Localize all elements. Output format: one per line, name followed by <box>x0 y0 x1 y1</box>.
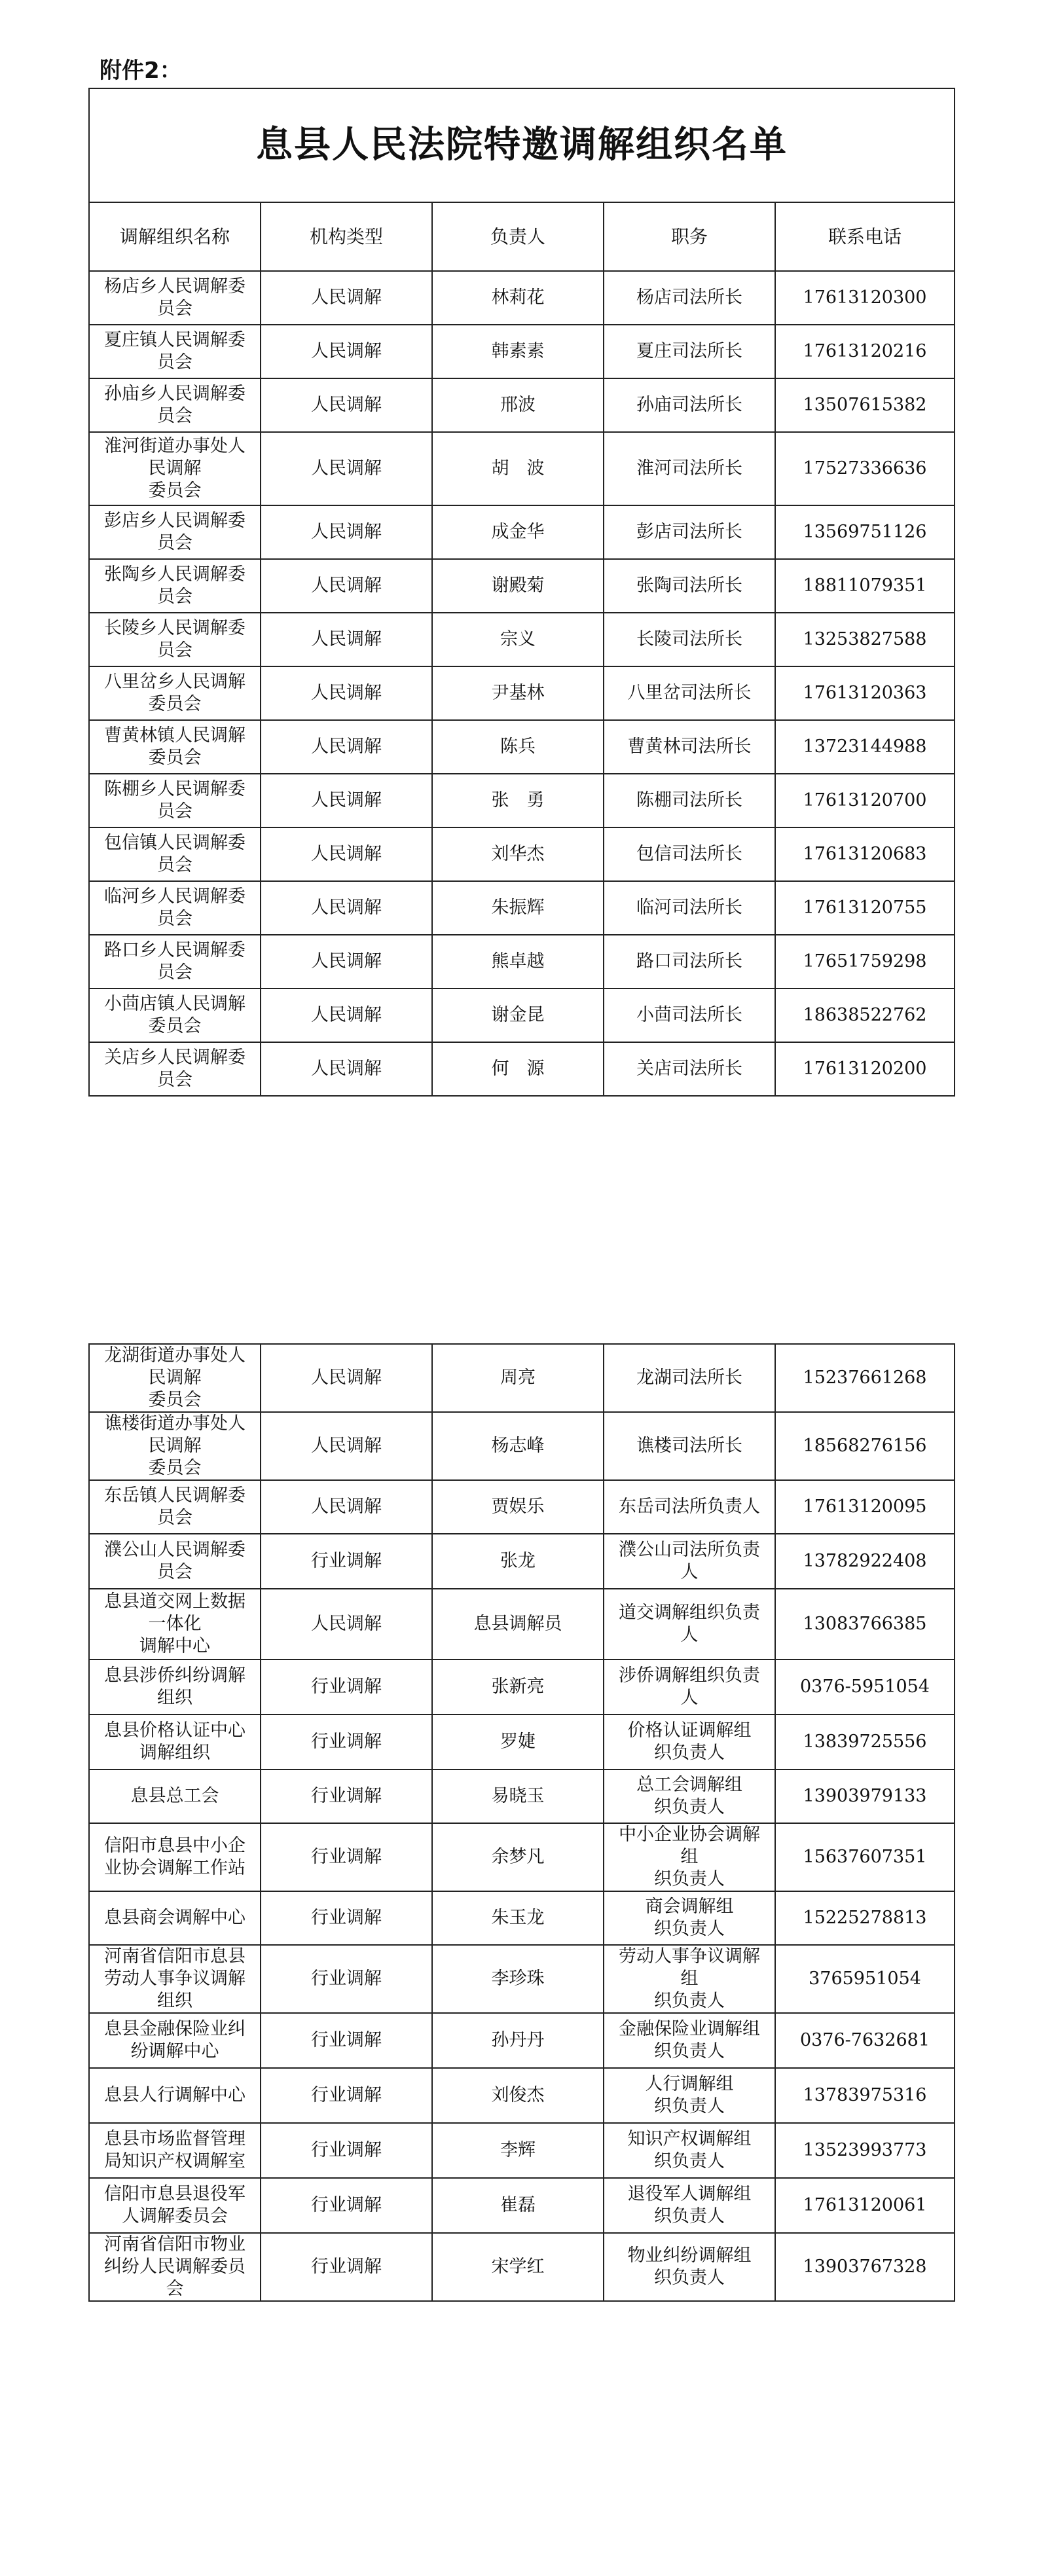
phone-cell: 17613120095 <box>775 1480 955 1534</box>
org-name-cell: 龙湖街道办事处人 民调解 委员会 <box>89 1344 261 1412</box>
position-cell: 东岳司法所负责人 <box>604 1480 775 1534</box>
org-type-cell: 行业调解 <box>261 1891 432 1945</box>
person-cell: 孙丹丹 <box>432 2013 604 2068</box>
phone-cell: 17613120755 <box>775 881 955 935</box>
org-type-cell: 人民调解 <box>261 1344 432 1412</box>
org-name-cell: 息县道交网上数据 一体化 调解中心 <box>89 1589 261 1660</box>
table-row <box>89 774 955 827</box>
mediation-table-part-2 <box>88 1343 955 2302</box>
org-name-cell: 息县总工会 <box>89 1769 261 1823</box>
org-type-cell: 人民调解 <box>261 935 432 989</box>
org-name-cell: 彭店乡人民调解委 员会 <box>89 505 261 559</box>
table-row <box>89 1412 955 1480</box>
org-name-cell: 濮公山人民调解委 员会 <box>89 1534 261 1589</box>
position-cell: 知识产权调解组 织负责人 <box>604 2123 775 2178</box>
org-type-cell: 人民调解 <box>261 827 432 881</box>
phone-cell: 17613120683 <box>775 827 955 881</box>
phone-cell: 13903767328 <box>775 2233 955 2301</box>
position-cell: 夏庄司法所长 <box>604 325 775 378</box>
table-row <box>89 2233 955 2301</box>
person-cell: 尹基林 <box>432 666 604 720</box>
org-type-cell: 人民调解 <box>261 271 432 325</box>
position-cell: 淮河司法所长 <box>604 432 775 505</box>
table-row <box>89 271 955 325</box>
header-person-in-charge: 负责人 <box>432 202 604 271</box>
phone-cell: 0376-7632681 <box>775 2013 955 2068</box>
org-name-cell: 息县价格认证中心 调解组织 <box>89 1714 261 1769</box>
position-cell: 龙湖司法所长 <box>604 1344 775 1412</box>
org-name-cell: 路口乡人民调解委 员会 <box>89 935 261 989</box>
org-name-cell: 包信镇人民调解委 员会 <box>89 827 261 881</box>
org-type-cell: 人民调解 <box>261 505 432 559</box>
org-name-cell: 陈棚乡人民调解委 员会 <box>89 774 261 827</box>
org-name-cell: 息县金融保险业纠 纷调解中心 <box>89 2013 261 2068</box>
phone-cell: 17613120300 <box>775 271 955 325</box>
position-cell: 商会调解组 织负责人 <box>604 1891 775 1945</box>
person-cell: 刘俊杰 <box>432 2068 604 2123</box>
person-cell: 谢金昆 <box>432 989 604 1042</box>
table-row <box>89 378 955 432</box>
table-row <box>89 989 955 1042</box>
org-type-cell: 行业调解 <box>261 2068 432 2123</box>
phone-cell: 13523993773 <box>775 2123 955 2178</box>
org-type-cell: 行业调解 <box>261 1714 432 1769</box>
person-cell: 陈兵 <box>432 720 604 774</box>
org-name-cell: 东岳镇人民调解委 员会 <box>89 1480 261 1534</box>
org-type-cell: 行业调解 <box>261 1823 432 1891</box>
table-row <box>89 2068 955 2123</box>
person-cell: 周亮 <box>432 1344 604 1412</box>
position-cell: 八里岔司法所长 <box>604 666 775 720</box>
org-name-cell: 长陵乡人民调解委 员会 <box>89 613 261 666</box>
person-cell: 刘华杰 <box>432 827 604 881</box>
org-type-cell: 人民调解 <box>261 1412 432 1480</box>
position-cell: 劳动人事争议调解 组 织负责人 <box>604 1945 775 2013</box>
table-row <box>89 2013 955 2068</box>
person-cell: 余梦凡 <box>432 1823 604 1891</box>
org-name-cell: 息县人行调解中心 <box>89 2068 261 2123</box>
table-row <box>89 666 955 720</box>
person-cell: 李珍珠 <box>432 1945 604 2013</box>
position-cell: 总工会调解组 织负责人 <box>604 1769 775 1823</box>
org-type-cell: 行业调解 <box>261 1660 432 1714</box>
table-row <box>89 1344 955 1412</box>
table-row <box>89 432 955 505</box>
org-name-cell: 杨店乡人民调解委 员会 <box>89 271 261 325</box>
position-cell: 人行调解组 织负责人 <box>604 2068 775 2123</box>
person-cell: 张龙 <box>432 1534 604 1589</box>
org-type-cell: 行业调解 <box>261 2013 432 2068</box>
org-type-cell: 人民调解 <box>261 432 432 505</box>
table-row <box>89 1891 955 1945</box>
table-row <box>89 1589 955 1660</box>
header-org-name: 调解组织名称 <box>89 202 261 271</box>
org-name-cell: 息县涉侨纠纷调解 组织 <box>89 1660 261 1714</box>
person-cell: 张 勇 <box>432 774 604 827</box>
table-row <box>89 827 955 881</box>
org-name-cell: 息县市场监督管理 局知识产权调解室 <box>89 2123 261 2178</box>
org-type-cell: 人民调解 <box>261 1589 432 1660</box>
org-type-cell: 人民调解 <box>261 720 432 774</box>
person-cell: 熊卓越 <box>432 935 604 989</box>
person-cell: 易晓玉 <box>432 1769 604 1823</box>
phone-cell: 13783975316 <box>775 2068 955 2123</box>
person-cell: 宋学红 <box>432 2233 604 2301</box>
position-cell: 路口司法所长 <box>604 935 775 989</box>
page-title: 息县人民法院特邀调解组织名单 <box>89 88 955 202</box>
org-type-cell: 行业调解 <box>261 1945 432 2013</box>
org-type-cell: 人民调解 <box>261 559 432 613</box>
phone-cell: 3765951054 <box>775 1945 955 2013</box>
table-row <box>89 1823 955 1891</box>
org-type-cell: 行业调解 <box>261 2178 432 2233</box>
org-name-cell: 临河乡人民调解委 员会 <box>89 881 261 935</box>
phone-cell: 18811079351 <box>775 559 955 613</box>
table-row <box>89 505 955 559</box>
phone-cell: 17613120216 <box>775 325 955 378</box>
phone-cell: 15237661268 <box>775 1344 955 1412</box>
phone-cell: 17613120700 <box>775 774 955 827</box>
table-row <box>89 559 955 613</box>
person-cell: 息县调解员 <box>432 1589 604 1660</box>
phone-cell: 13083766385 <box>775 1589 955 1660</box>
person-cell: 李辉 <box>432 2123 604 2178</box>
table-row <box>89 720 955 774</box>
position-cell: 退役军人调解组 织负责人 <box>604 2178 775 2233</box>
org-name-cell: 河南省信阳市息县 劳动人事争议调解 组织 <box>89 1945 261 2013</box>
attachment-label: 附件2： <box>100 58 182 84</box>
position-cell: 陈棚司法所长 <box>604 774 775 827</box>
org-type-cell: 行业调解 <box>261 2233 432 2301</box>
header-phone: 联系电话 <box>775 202 955 271</box>
phone-cell: 13839725556 <box>775 1714 955 1769</box>
position-cell: 金融保险业调解组 织负责人 <box>604 2013 775 2068</box>
phone-cell: 17613120200 <box>775 1042 955 1096</box>
person-cell: 林莉花 <box>432 271 604 325</box>
position-cell: 濮公山司法所负责 人 <box>604 1534 775 1589</box>
phone-cell: 13723144988 <box>775 720 955 774</box>
position-cell: 长陵司法所长 <box>604 613 775 666</box>
org-name-cell: 谯楼街道办事处人 民调解 委员会 <box>89 1412 261 1480</box>
org-name-cell: 信阳市息县退役军 人调解委员会 <box>89 2178 261 2233</box>
phone-cell: 15225278813 <box>775 1891 955 1945</box>
phone-cell: 13782922408 <box>775 1534 955 1589</box>
org-name-cell: 息县商会调解中心 <box>89 1891 261 1945</box>
table-row <box>89 325 955 378</box>
person-cell: 胡 波 <box>432 432 604 505</box>
phone-cell: 18568276156 <box>775 1412 955 1480</box>
mediation-table-part-1 <box>88 88 955 1097</box>
person-cell: 韩素素 <box>432 325 604 378</box>
org-type-cell: 人民调解 <box>261 881 432 935</box>
person-cell: 朱玉龙 <box>432 1891 604 1945</box>
position-cell: 张陶司法所长 <box>604 559 775 613</box>
phone-cell: 17651759298 <box>775 935 955 989</box>
table-row <box>89 613 955 666</box>
table-row <box>89 881 955 935</box>
org-type-cell: 人民调解 <box>261 325 432 378</box>
person-cell: 杨志峰 <box>432 1412 604 1480</box>
org-type-cell: 行业调解 <box>261 1534 432 1589</box>
position-cell: 杨店司法所长 <box>604 271 775 325</box>
org-name-cell: 曹黄林镇人民调解 委员会 <box>89 720 261 774</box>
org-name-cell: 河南省信阳市物业 纠纷人民调解委员 会 <box>89 2233 261 2301</box>
org-name-cell: 关店乡人民调解委 员会 <box>89 1042 261 1096</box>
org-type-cell: 人民调解 <box>261 1480 432 1534</box>
org-name-cell: 淮河街道办事处人 民调解 委员会 <box>89 432 261 505</box>
person-cell: 谢殿菊 <box>432 559 604 613</box>
header-position: 职务 <box>604 202 775 271</box>
org-type-cell: 人民调解 <box>261 613 432 666</box>
table-row <box>89 1660 955 1714</box>
person-cell: 张新亮 <box>432 1660 604 1714</box>
position-cell: 彭店司法所长 <box>604 505 775 559</box>
org-type-cell: 人民调解 <box>261 774 432 827</box>
org-name-cell: 小茴店镇人民调解 委员会 <box>89 989 261 1042</box>
position-cell: 包信司法所长 <box>604 827 775 881</box>
phone-cell: 18638522762 <box>775 989 955 1042</box>
person-cell: 宗义 <box>432 613 604 666</box>
org-name-cell: 张陶乡人民调解委 员会 <box>89 559 261 613</box>
org-type-cell: 行业调解 <box>261 1769 432 1823</box>
person-cell: 罗婕 <box>432 1714 604 1769</box>
org-type-cell: 人民调解 <box>261 378 432 432</box>
table-header-row <box>89 202 955 271</box>
table-row <box>89 1714 955 1769</box>
phone-cell: 13903979133 <box>775 1769 955 1823</box>
person-cell: 贾娱乐 <box>432 1480 604 1534</box>
phone-cell: 13507615382 <box>775 378 955 432</box>
position-cell: 小茴司法所长 <box>604 989 775 1042</box>
phone-cell: 13253827588 <box>775 613 955 666</box>
table-row <box>89 935 955 989</box>
org-type-cell: 人民调解 <box>261 1042 432 1096</box>
phone-cell: 0376-5951054 <box>775 1660 955 1714</box>
person-cell: 崔磊 <box>432 2178 604 2233</box>
table-row <box>89 1945 955 2013</box>
position-cell: 中小企业协会调解 组 织负责人 <box>604 1823 775 1891</box>
table-row <box>89 1042 955 1096</box>
position-cell: 临河司法所长 <box>604 881 775 935</box>
phone-cell: 17613120061 <box>775 2178 955 2233</box>
position-cell: 价格认证调解组 织负责人 <box>604 1714 775 1769</box>
position-cell: 涉侨调解组织负责 人 <box>604 1660 775 1714</box>
org-name-cell: 孙庙乡人民调解委 员会 <box>89 378 261 432</box>
position-cell: 曹黄林司法所长 <box>604 720 775 774</box>
phone-cell: 15637607351 <box>775 1823 955 1891</box>
phone-cell: 17613120363 <box>775 666 955 720</box>
person-cell: 朱振辉 <box>432 881 604 935</box>
table-row <box>89 2123 955 2178</box>
phone-cell: 13569751126 <box>775 505 955 559</box>
table-row <box>89 1769 955 1823</box>
person-cell: 何 源 <box>432 1042 604 1096</box>
person-cell: 成金华 <box>432 505 604 559</box>
person-cell: 邢波 <box>432 378 604 432</box>
org-name-cell: 信阳市息县中小企 业协会调解工作站 <box>89 1823 261 1891</box>
position-cell: 谯楼司法所长 <box>604 1412 775 1480</box>
position-cell: 孙庙司法所长 <box>604 378 775 432</box>
position-cell: 物业纠纷调解组 织负责人 <box>604 2233 775 2301</box>
position-cell: 道交调解组织负责 人 <box>604 1589 775 1660</box>
table-row <box>89 1480 955 1534</box>
table-row <box>89 1534 955 1589</box>
org-type-cell: 行业调解 <box>261 2123 432 2178</box>
position-cell: 关店司法所长 <box>604 1042 775 1096</box>
org-name-cell: 八里岔乡人民调解 委员会 <box>89 666 261 720</box>
org-type-cell: 人民调解 <box>261 989 432 1042</box>
header-org-type: 机构类型 <box>261 202 432 271</box>
table-row <box>89 2178 955 2233</box>
org-name-cell: 夏庄镇人民调解委 员会 <box>89 325 261 378</box>
org-type-cell: 人民调解 <box>261 666 432 720</box>
phone-cell: 17527336636 <box>775 432 955 505</box>
